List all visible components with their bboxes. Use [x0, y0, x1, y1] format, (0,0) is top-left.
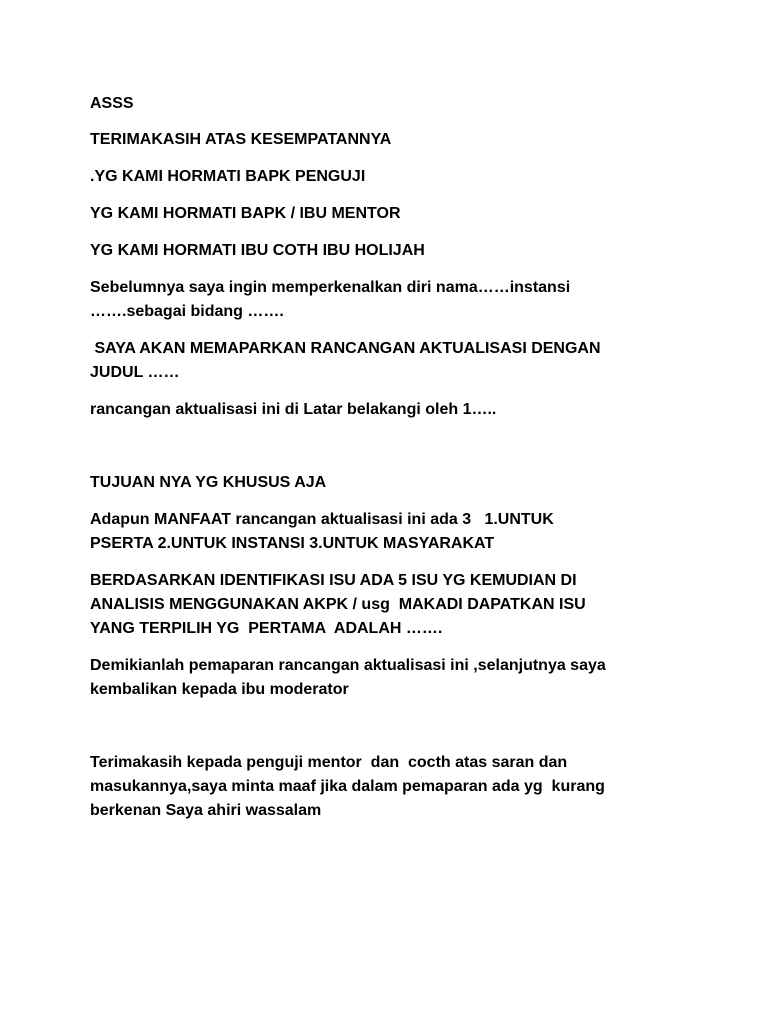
text-line-final-1: Terimakasih kepada penguji mentor dan cocth atas saran dan	[90, 754, 568, 771]
text-line-closing-2: kembalikan kepada ibu moderator	[90, 681, 349, 698]
text-line-issue-2: ANALISIS MENGGUNAKAN AKPK / usg MAKADI DAPATKAN ISU	[90, 596, 586, 613]
text-line-present-2: JUDUL ……	[90, 364, 180, 381]
text-line-issue-1: BERDASARKAN IDENTIFIKASI ISU ADA 5 ISU YG KEMUDIAN DI	[90, 572, 577, 589]
text-line-benefit-2: PSERTA 2.UNTUK INSTANSI 3.UNTUK MASYARAKAT	[90, 535, 495, 552]
text-line-intro-2: …….sebagai bidang …….	[90, 303, 284, 320]
text-line-benefit-1: Adapun MANFAAT rancangan aktualisasi ini ada 3 1.UNTUK	[90, 511, 554, 528]
text-line-issue-3: YANG TERPILIH YG PERTAMA ADALAH …….	[90, 620, 443, 637]
text-line-mentor: YG KAMI HORMATI BAPK / IBU MENTOR	[90, 205, 401, 222]
text-line-coach: YG KAMI HORMATI IBU COTH IBU HOLIJAH	[90, 242, 425, 259]
text-line-greeting: ASSS	[90, 95, 134, 112]
text-line-purpose: TUJUAN NYA YG KHUSUS AJA	[90, 474, 327, 491]
text-line-final-2: masukannya,saya minta maaf jika dalam pemaparan ada yg kurang	[90, 778, 605, 795]
text-line-closing-1: Demikianlah pemaparan rancangan aktualisasi ini ,selanjutnya saya	[90, 657, 606, 674]
text-line-intro-1: Sebelumnya saya ingin memperkenalkan diri nama……instansi	[90, 279, 571, 296]
text-line-present-1: SAYA AKAN MEMAPARKAN RANCANGAN AKTUALISASI DENGAN	[90, 340, 601, 357]
text-line-final-3: berkenan Saya ahiri wassalam	[90, 802, 322, 819]
text-line-examiner: .YG KAMI HORMATI BAPK PENGUJI	[90, 168, 366, 185]
text-line-thanks: TERIMAKASIH ATAS KESEMPATANNYA	[90, 131, 392, 148]
text-line-background: rancangan aktualisasi ini di Latar belakangi oleh 1…..	[90, 401, 497, 418]
